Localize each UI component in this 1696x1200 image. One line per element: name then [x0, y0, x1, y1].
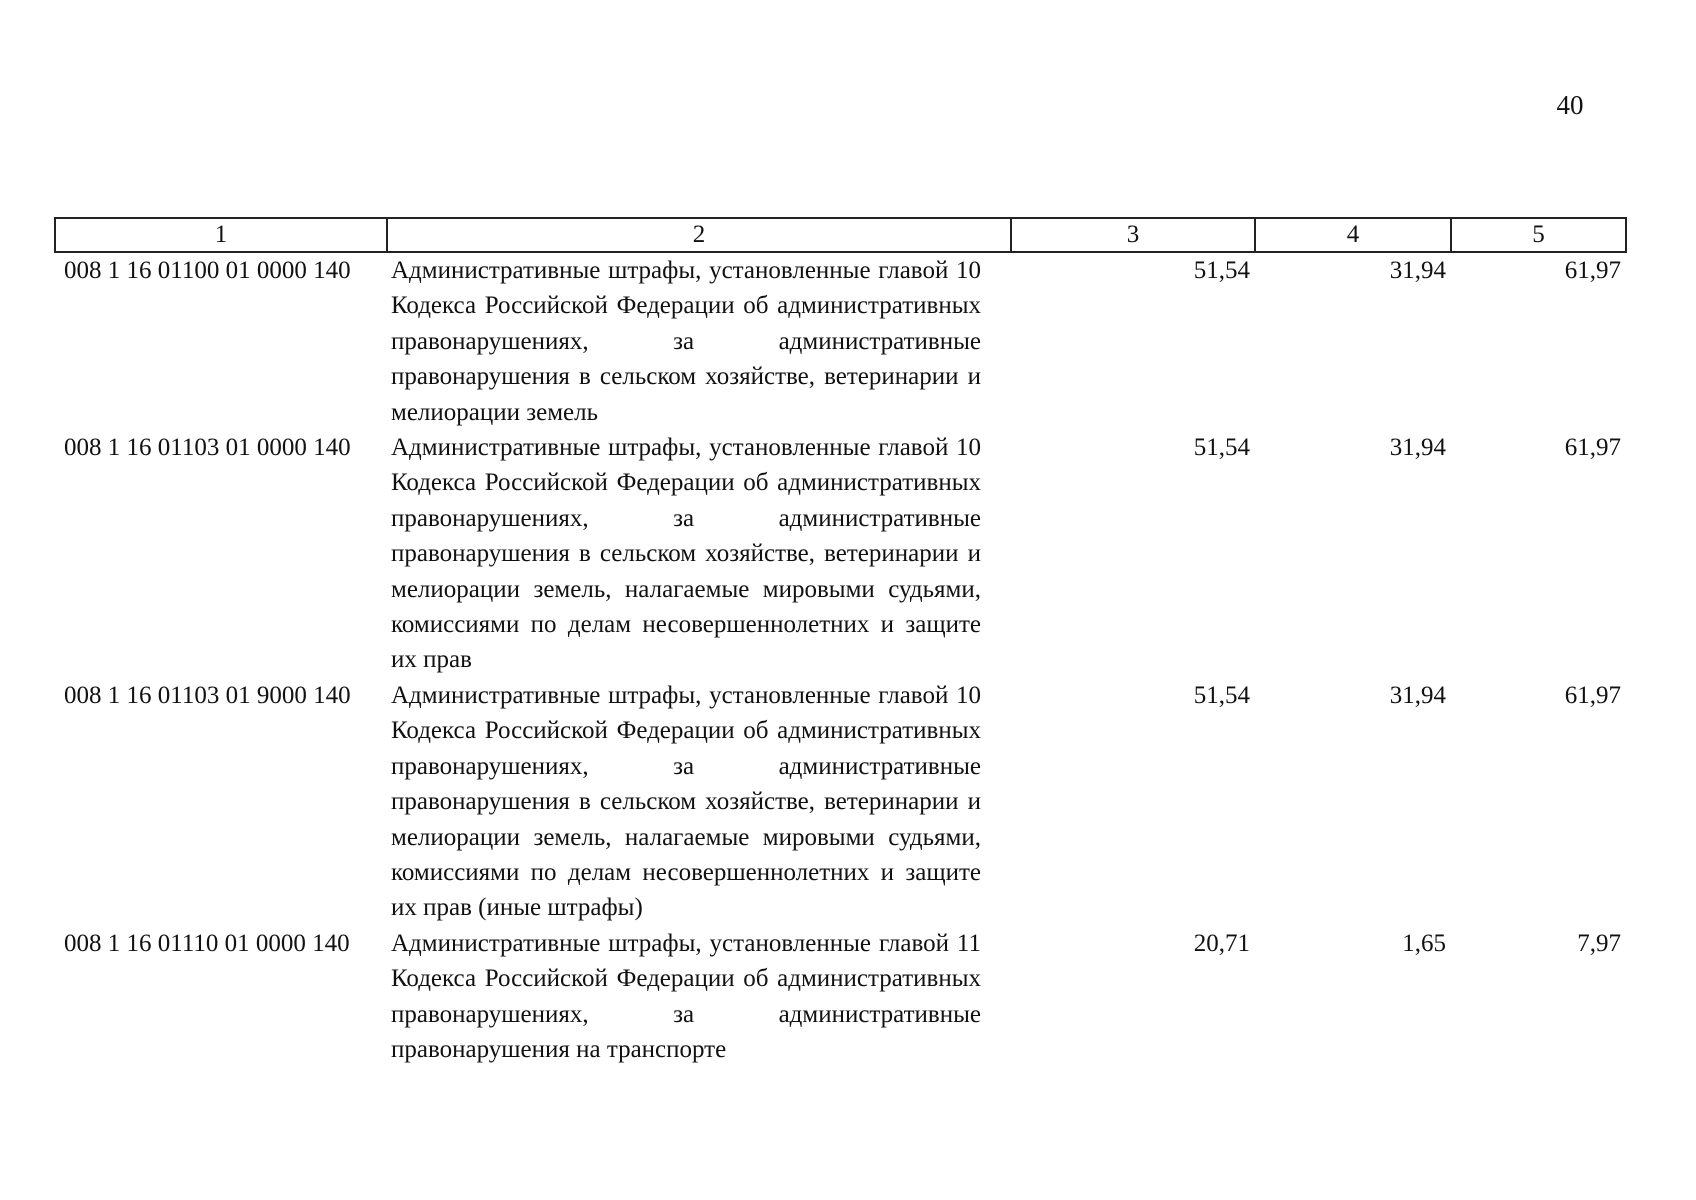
- value-col-5: 7,97: [1577, 929, 1621, 957]
- budget-code: 008 1 16 01100 01 0000 140: [64, 257, 351, 284]
- table-row: [55, 678, 1626, 926]
- table-body: [55, 252, 1626, 1067]
- value-col-5: 61,97: [1564, 434, 1621, 462]
- row-description: Административные штрафы, установленные главой 10 Кодекса Российской Федерации об административных правонарушениях, за административные правонарушения в сельском хозяйстве, ветеринарии и мелиорации земель, налагаемые мировыми судьями, комиссиями по делам несовершеннолетних и защите их прав (иные штрафы): [391, 681, 981, 922]
- table-row: [55, 252, 1626, 430]
- table-header: [55, 218, 1626, 252]
- row-description: Административные штрафы, установленные главой 10 Кодекса Российской Федерации об административных правонарушениях, за административные правонарушения в сельском хозяйстве, ветеринарии и мелиорации земель, налагаемые мировыми судьями, комиссиями по делам несовершеннолетних и защите их прав: [391, 434, 981, 674]
- header-col-2: 2: [387, 218, 1011, 252]
- value-col-5: 61,97: [1564, 681, 1621, 709]
- row-description: Административные штрафы, установленные главой 10 Кодекса Российской Федерации об административных правонарушениях, за административные правонарушения в сельском хозяйстве, ветеринарии и мелиорации земель: [391, 257, 981, 426]
- value-col-5: 61,97: [1564, 257, 1621, 284]
- table-row: [55, 926, 1626, 1068]
- budget-code: 008 1 16 01103 01 0000 140: [64, 434, 351, 462]
- page-number: 40: [1556, 90, 1584, 120]
- header-row: [55, 218, 1626, 252]
- value-col-3: 51,54: [1193, 434, 1250, 462]
- value-col-3: 51,54: [1193, 681, 1250, 709]
- value-col-4: 31,94: [1389, 434, 1446, 462]
- header-col-1: 1: [55, 218, 387, 252]
- table-row: [55, 430, 1626, 678]
- budget-code: 008 1 16 01110 01 0000 140: [64, 929, 350, 957]
- budget-table: [54, 217, 1627, 1067]
- header-col-4: 4: [1255, 218, 1451, 252]
- value-col-4: 31,94: [1389, 681, 1446, 709]
- budget-code: 008 1 16 01103 01 9000 140: [64, 681, 351, 709]
- value-col-3: 20,71: [1193, 929, 1250, 957]
- header-col-3: 3: [1011, 218, 1255, 252]
- value-col-3: 51,54: [1193, 257, 1250, 284]
- value-col-4: 31,94: [1389, 257, 1446, 284]
- row-description: Административные штрафы, установленные главой 11 Кодекса Российской Федерации об административных правонарушениях, за административные правонарушения на транспорте: [391, 929, 981, 1063]
- header-col-5: 5: [1451, 218, 1626, 252]
- value-col-4: 1,65: [1402, 929, 1446, 957]
